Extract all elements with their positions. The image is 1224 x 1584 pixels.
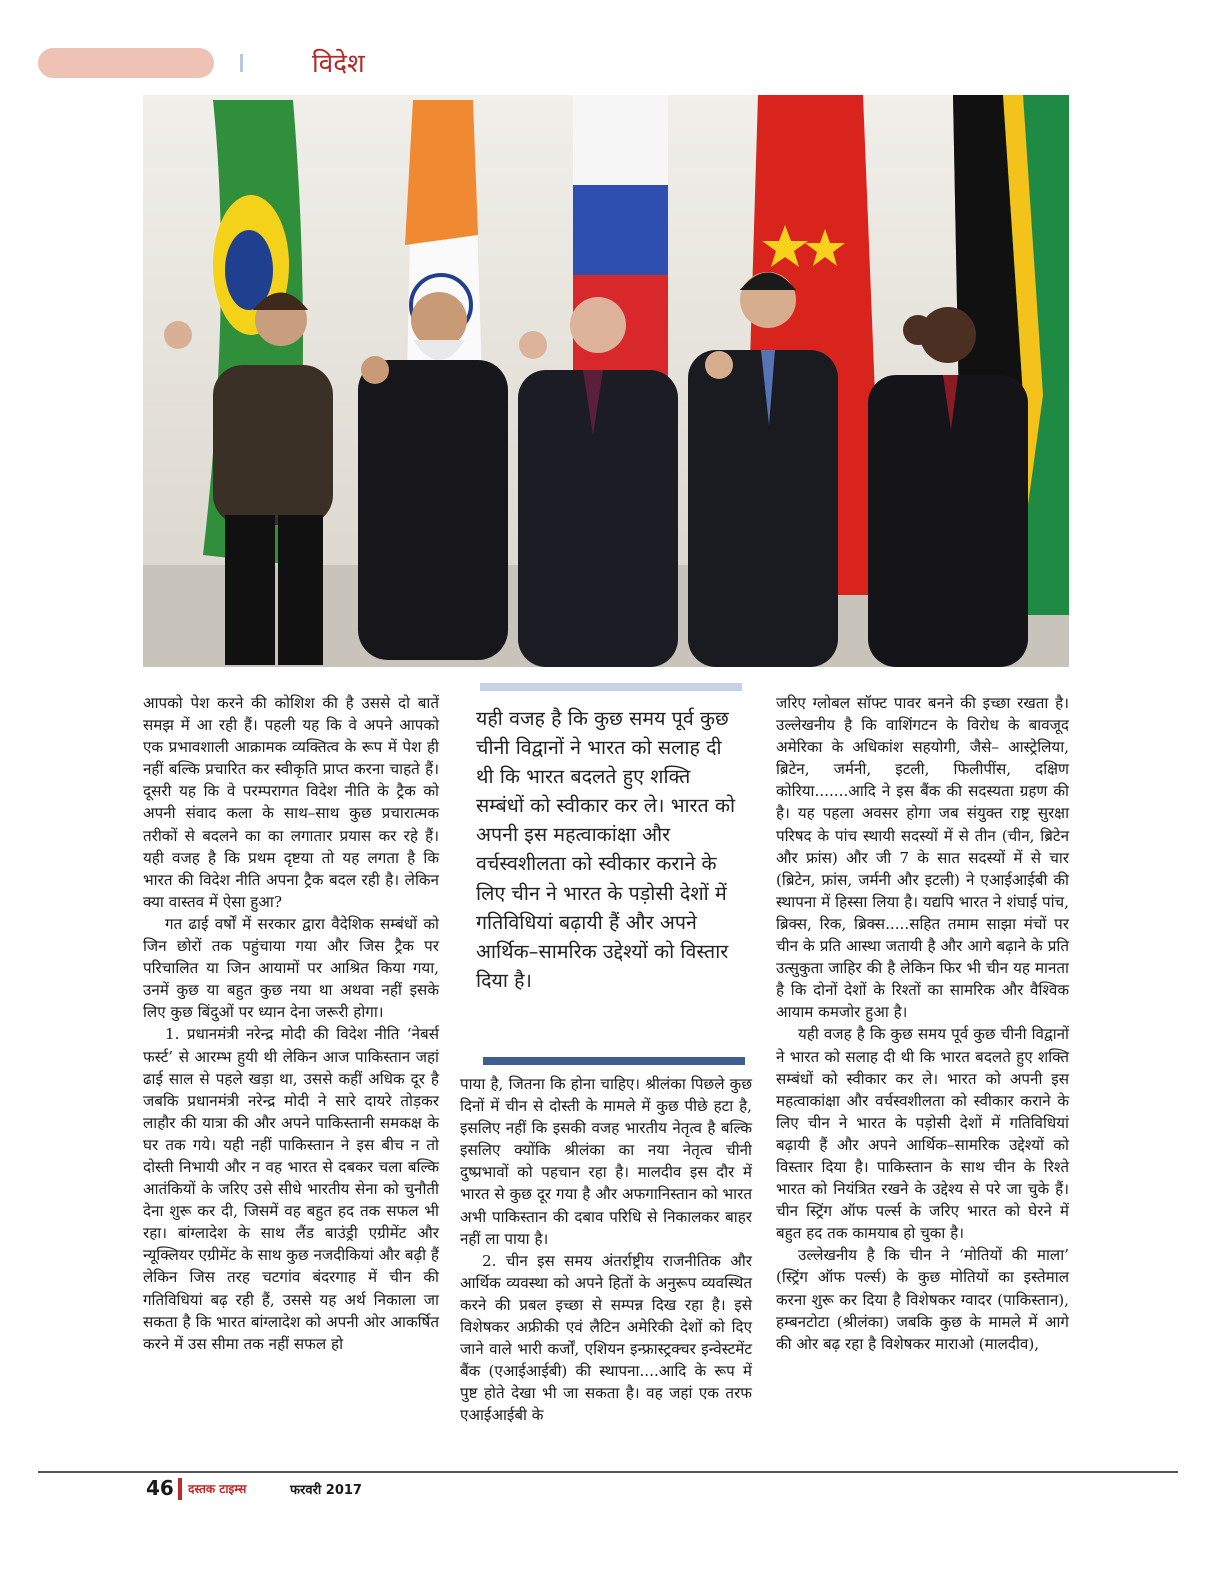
issue-date: फरवरी 2017 bbox=[290, 1483, 362, 1498]
article-column-1 bbox=[143, 692, 439, 1355]
paragraph: उल्लेखनीय है कि चीन ने ‘मोतियों की माला’ (स्ट्रिंग ऑफ पर्ल्स) के कुछ मोतियों का इस्तेमाल करना शुरू कर दिया है विशेषकर ग्वादर (पाकिस्तान), हम्बनटोटा (श्रीलंका) जबकि कुछ के मामले में आगे की ओर बढ़ रहा है विशेषकर माराओ (मालदीव), bbox=[776, 1246, 1069, 1353]
footer-separator bbox=[178, 1478, 182, 1500]
page-number: 46 bbox=[146, 1476, 174, 1500]
article-column-3 bbox=[776, 692, 1069, 1355]
pull-quote-bottom-rule bbox=[483, 1057, 745, 1065]
article-column-2 bbox=[460, 1073, 752, 1427]
paragraph: गत ढाई वर्षों में सरकार द्वारा वैदेशिक सम्बंधों को जिन छोरों तक पहुंचाया गया और जिस ट्रैक पर परिचालित या जिन आयामों पर आश्रित किया गया, उनमें कुछ या बहुत कुछ नया था अथवा नहीं इसके लिए कुछ बिंदुओं पर ध्यान देना जरूरी होगा। bbox=[143, 914, 439, 1022]
header-separator bbox=[240, 54, 243, 72]
paragraph: यही वजह है कि कुछ समय पूर्व कुछ चीनी विद्वानों ने भारत को सलाह दी थी कि भारत बदलते हुए शक्ति सम्बंधों को स्वीकार कर ले। भारत को अपनी इस महत्वाकांक्षा और वर्चस्वशीलता को स्वीकार कराने के लिए चीन ने भारत के पड़ोसी देशों में गतिविधियां बढ़ायी हैं और अपने आर्थिक–सामरिक उद्देश्यों को विस्तार दिया है। पाकिस्तान के साथ चीन के रिश्ते भारत को नियंत्रित रखने के उद्देश्य से परे जा चुके हैं। चीन स्ट्रिंग ऑफ पर्ल्स के जरिए भारत को घेरने में बहुत हद तक कामयाब हो चुका है। bbox=[776, 1025, 1069, 1243]
paragraph: जरिए ग्लोबल सॉफ्ट पावर बनने की इच्छा रखता है। उल्लेखनीय है कि वाशिंगटन के विरोध के बावजूद अमेरिका के अधिकांश सहयोगी, जैसे– आस्ट्रेलिया, ब्रिटेन, जर्मनी, इटली, फिलीपींस, दक्षिण कोरिया.......आदि ने इस बैंक की सदस्यता ग्रहण की है। यह पहला अवसर होगा जब संयुक्त राष्ट्र सुरक्षा परिषद के पांच स्थायी सदस्यों में से तीन (चीन, ब्रिटेन और फ्रांस) और जी 7 के सात सदस्यों में से चार (ब्रिटेन, फ्रांस, जर्मनी और इटली) ने एआईआईबी की स्थापना में हिस्सा लिया है। यद्यपि भारत ने शंघाई पांच, ब्रिक्स, रिक, ब्रिक्स.....सहित तमाम साझा मंचों पर चीन के प्रति आस्था जतायी है और आगे बढ़ाने के प्रति उत्सुकुता जाहिर की है लेकिन फिर भी चीन यह मानता है कि दोनों देशों के रिश्तों का सामरिक और वैश्विक आयाम कमजोर हुआ है। bbox=[776, 694, 1069, 1022]
paragraph: पाया है, जितना कि होना चाहिए। श्रीलंका पिछले कुछ दिनों में चीन से दोस्ती के मामले में कुछ पीछे हटा है, इसलिए नहीं कि इसकी वजह भारतीय नेतृत्व है बल्कि इसलिए क्योंकि श्रीलंका का नया नेतृत्व चीनी दुष्प्रभावों को पहचान रहा है। मालदीव इस दौर में भारत से कुछ दूर गया है और अफगानिस्तान को भारत अभी पाकिस्तान की दबाव परिधि से निकालकर बाहर नहीं ला पाया है। bbox=[460, 1075, 752, 1248]
header-decor-pill bbox=[38, 48, 214, 78]
magazine-logo: दस्तक टाइम्स bbox=[188, 1482, 247, 1496]
paragraph: आपको पेश करने की कोशिश की है उससे दो बातें समझ में आ रही हैं। पहली यह कि वे अपने आपको एक प्रभावशाली आक्रामक व्यक्तित्व के रूप में पेश ही नहीं बल्कि प्रचारित कर स्वीकृति प्राप्त करना चाहते हैं। दूसरी यह कि वे परम्परागत विदेश नीति के ट्रैक को अपनी संवाद कला के साथ–साथ कुछ प्रचारात्मक तरीकों से बदलने का का लगातार प्रयास कर रहे हैं। यही वजह है कि प्रथम दृष्टया तो यह लगता है कि भारत की विदेश नीति अपना ट्रैक बदल रही है। लेकिन क्या वास्तव में ऐसा हुआ? bbox=[143, 694, 439, 911]
pull-quote: यही वजह है कि कुछ समय पूर्व कुछ चीनी विद्वानों ने भारत को सलाह दी थी कि भारत बदलते हुए शक्ति सम्बंधों को स्वीकार कर ले। भारत को अपनी इस महत्वाकांक्षा और वर्चस्वशीलता को स्वीकार कराने के लिए चीन ने भारत के पड़ोसी देशों में गतिविधियां बढ़ायी हैं और अपने आर्थिक–सामरिक उद्देश्यों को विस्तार दिया है। bbox=[476, 707, 736, 992]
paragraph: 1. प्रधानमंत्री नरेन्द्र मोदी की विदेश नीति ‘नेबर्स फर्स्ट’ से आरम्भ हुयी थी लेकिन आज पाकिस्तान जहां ढाई साल से पहले खड़ा था, उससे कहीं अधिक दूर है जबकि प्रधानमंत्री नरेन्द्र मोदी ने सारे दायरे तोड़कर लाहौर की यात्रा की और अपने पाकिस्तानी समकक्ष के घर तक गये। यही नहीं पाकिस्तान ने इस बीच न तो दोस्ती निभायी और न वह भारत से दबकर चला बल्कि आतंकियों के जरिए उसे सीधे भारतीय सेना को चुनौती देना शुरू कर दी, जिसमें वह बहुत हद तक सफल भी रहा। बांग्लादेश के साथ लैंड बाउंड्री एग्रीमेंट और न्यूक्लियर एग्रीमेंट के साथ कुछ नजदीकियां और बढ़ी हैं लेकिन जिस तरह चटगांव बंदरगाह में चीन की गतिविधियां बढ़ रही हैं, उससे यह अर्थ निकाला जा सकता है कि भारत बांग्लादेश को अपनी ओर आकर्षित करने में उस सीमा तक नहीं सफल हो bbox=[143, 1025, 439, 1353]
brics-leaders-photo bbox=[143, 95, 1069, 667]
footer-rule bbox=[38, 1471, 1178, 1473]
photo-illustration bbox=[143, 95, 1069, 667]
paragraph: 2. चीन इस समय अंतर्राष्ट्रीय राजनीतिक और आर्थिक व्यवस्था को अपने हितों के अनुरूप व्यवस्थित करने की प्रबल इच्छा से सम्पन्न दिख रहा है। इसे विशेषकर अफ्रीकी एवं लैटिन अमेरिकी देशों को दिए जाने वाले भारी कर्जों, एशियन इन्फ्रास्ट्रक्चर इन्वेस्टमेंट बैंक (एआईआईबी) की स्थापना....आदि के रूप में पुष्ट होते देखा भी जा सकता है। वह जहां एक तरफ एआईआईबी के bbox=[460, 1251, 752, 1425]
pull-quote-top-rule bbox=[480, 683, 742, 691]
section-title: विदेश bbox=[312, 49, 365, 79]
